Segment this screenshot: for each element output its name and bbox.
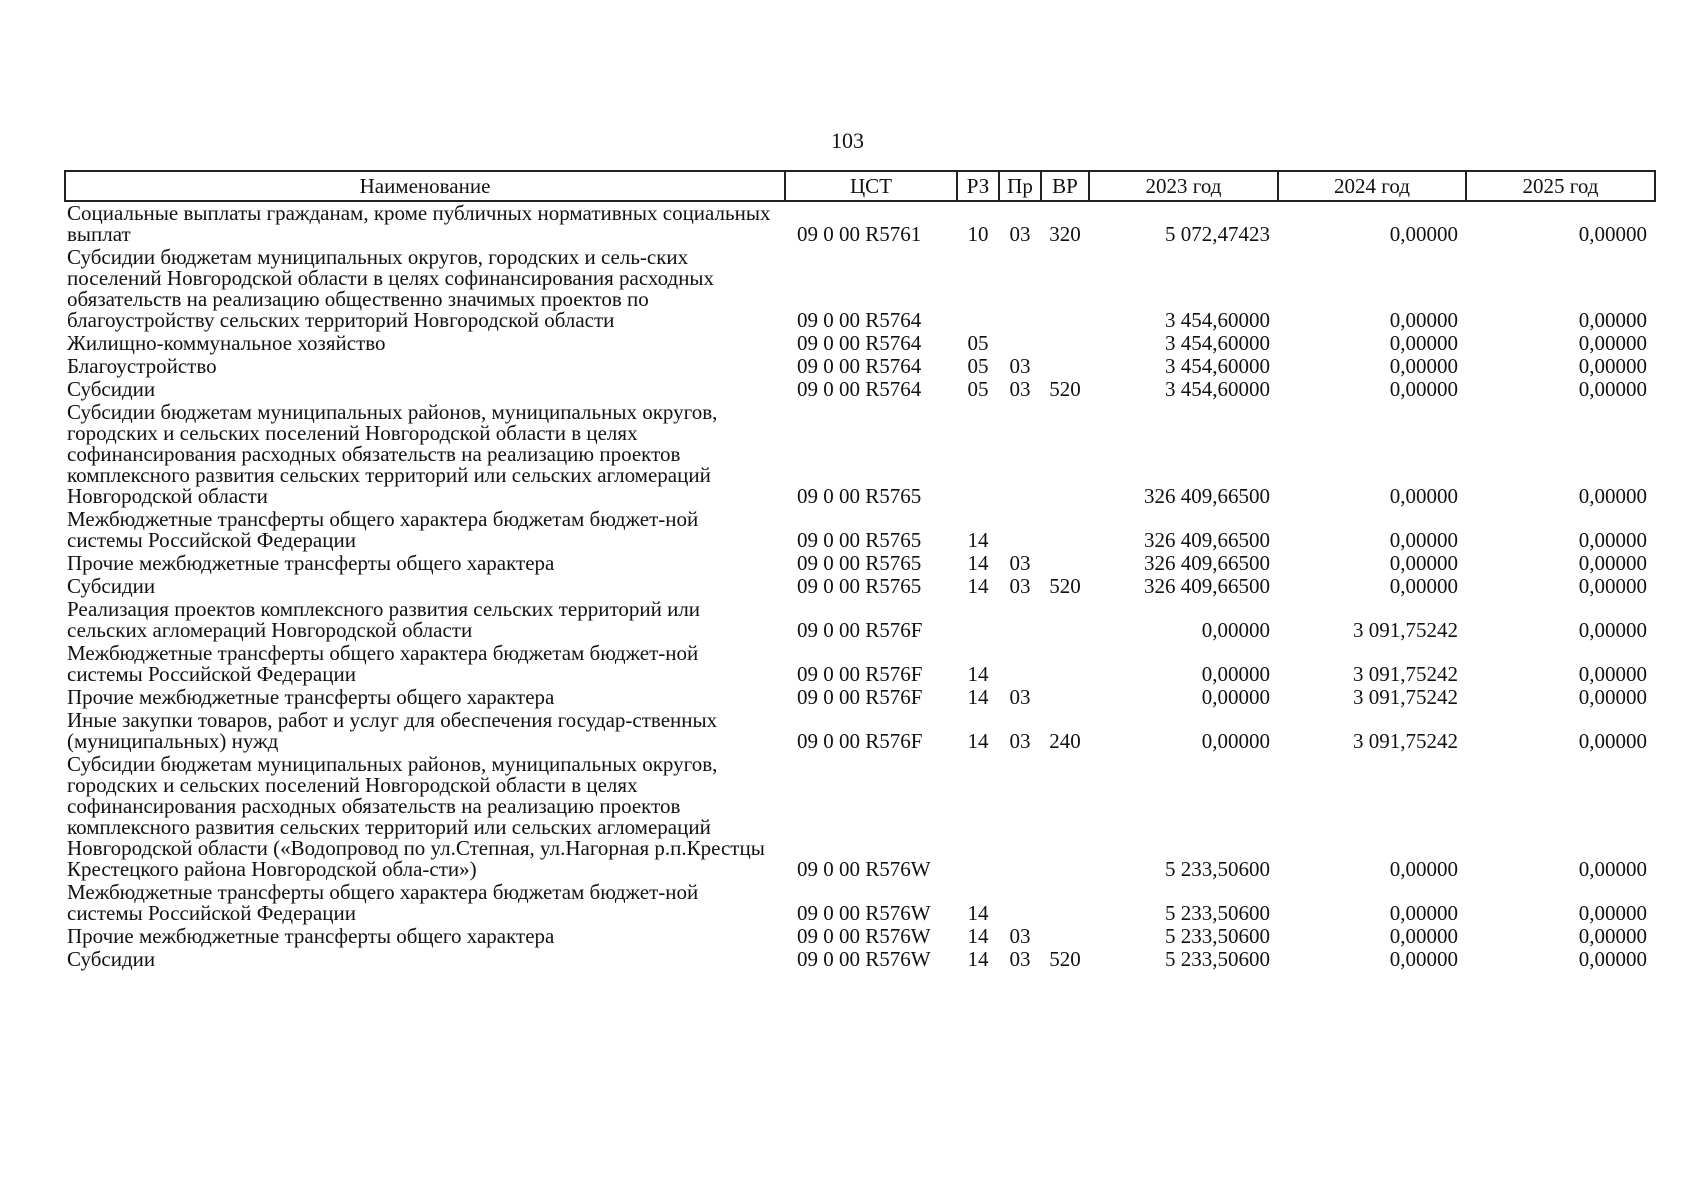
cell-pr bbox=[999, 508, 1041, 552]
cell-2025: 0,00000 bbox=[1578, 857, 1647, 881]
cell-cst: 09 0 00 R576W bbox=[797, 857, 931, 881]
cell-2024: 0,00000 bbox=[1389, 901, 1458, 925]
header-2023: 2023 год bbox=[1089, 171, 1278, 201]
cell-cst: 09 0 00 R5765 bbox=[797, 574, 922, 598]
cell-rz: 14 bbox=[967, 729, 989, 753]
header-2025: 2025 год bbox=[1466, 171, 1655, 201]
cell-pr bbox=[999, 332, 1041, 355]
cell-2025: 0,00000 bbox=[1578, 222, 1647, 246]
table-row bbox=[65, 378, 1655, 401]
cell-2023: 0,00000 bbox=[1201, 662, 1270, 686]
cell-2025: 0,00000 bbox=[1578, 729, 1647, 753]
cell-2023: 3 454,60000 bbox=[1165, 354, 1270, 378]
header-vr: ВР bbox=[1041, 171, 1089, 201]
cell-cst: 09 0 00 R576F bbox=[797, 662, 923, 686]
cell-vr bbox=[1041, 598, 1089, 642]
cell-2024: 3 091,75242 bbox=[1353, 618, 1458, 642]
cell-name: Межбюджетные трансферты общего характера бюджетам бюджет-ной системы Российской Федерации bbox=[67, 641, 699, 686]
cell-2023: 3 454,60000 bbox=[1165, 377, 1270, 401]
cell-pr bbox=[999, 401, 1041, 508]
cell-cst: 09 0 00 R576W bbox=[797, 924, 931, 948]
cell-vr: 520 bbox=[1049, 377, 1081, 401]
cell-2024: 0,00000 bbox=[1389, 222, 1458, 246]
cell-name: Субсидии бюджетам муниципальных районов, муниципальных округов, городских и сельских поселений Новгородской области в целях софинансирования расходных обязательств на реализацию проектов комплексного развития сельских территорий или сельских агломераций Новгородской области («Водопровод по ул.Степная, ул.Нагорная р.п.Крестцы Крестецкого района Новгородской обла-сти») bbox=[67, 752, 765, 881]
cell-rz: 14 bbox=[967, 901, 989, 925]
cell-2024: 3 091,75242 bbox=[1353, 729, 1458, 753]
header-name: Наименование bbox=[65, 171, 785, 201]
cell-rz bbox=[957, 401, 999, 508]
cell-2023: 0,00000 bbox=[1201, 618, 1270, 642]
table-row bbox=[65, 598, 1655, 642]
cell-rz: 14 bbox=[967, 551, 989, 575]
cell-vr: 320 bbox=[1049, 222, 1081, 246]
cell-pr: 03 bbox=[1009, 729, 1031, 753]
cell-vr bbox=[1041, 508, 1089, 552]
table-row bbox=[65, 401, 1655, 508]
cell-cst: 09 0 00 R5761 bbox=[797, 222, 922, 246]
cell-2025: 0,00000 bbox=[1578, 331, 1647, 355]
cell-name: Межбюджетные трансферты общего характера бюджетам бюджет-ной системы Российской Федерации bbox=[67, 880, 699, 925]
cell-2023: 5 233,50600 bbox=[1165, 857, 1270, 881]
table-row bbox=[65, 246, 1655, 332]
cell-vr: 520 bbox=[1049, 947, 1081, 971]
cell-pr: 03 bbox=[1009, 685, 1031, 709]
cell-cst: 09 0 00 R5764 bbox=[797, 377, 922, 401]
cell-pr: 03 bbox=[1009, 947, 1031, 971]
header-rz: РЗ bbox=[957, 171, 999, 201]
cell-2023: 326 409,66500 bbox=[1144, 574, 1270, 598]
header-2024: 2024 год bbox=[1278, 171, 1466, 201]
table-row bbox=[65, 642, 1655, 686]
cell-2025: 0,00000 bbox=[1578, 354, 1647, 378]
cell-vr: 240 bbox=[1049, 729, 1081, 753]
cell-rz: 14 bbox=[967, 662, 989, 686]
cell-vr bbox=[1041, 246, 1089, 332]
cell-name: Межбюджетные трансферты общего характера бюджетам бюджет-ной системы Российской Федерации bbox=[67, 507, 699, 552]
cell-pr: 03 bbox=[1009, 574, 1031, 598]
cell-name: Прочие межбюджетные трансферты общего характера bbox=[67, 924, 555, 948]
cell-rz: 05 bbox=[967, 331, 989, 355]
cell-cst: 09 0 00 R5765 bbox=[797, 484, 922, 508]
cell-name: Субсидии bbox=[67, 377, 156, 401]
cell-pr: 03 bbox=[1009, 377, 1031, 401]
table-row bbox=[65, 709, 1655, 753]
cell-pr: 03 bbox=[1009, 551, 1031, 575]
cell-name: Субсидии бюджетам муниципальных районов, муниципальных округов, городских и сельских поселений Новгородской области в целях софинансирования расходных обязательств на реализацию проектов комплексного развития сельских территорий или сельских агломераций Новгородской области bbox=[67, 400, 718, 508]
cell-2025: 0,00000 bbox=[1578, 901, 1647, 925]
cell-name: Прочие межбюджетные трансферты общего характера bbox=[67, 685, 555, 709]
cell-name: Социальные выплаты гражданам, кроме публичных нормативных социальных выплат bbox=[67, 201, 771, 246]
cell-cst: 09 0 00 R5764 bbox=[797, 354, 922, 378]
cell-name: Субсидии bbox=[67, 574, 156, 598]
table-row bbox=[65, 575, 1655, 598]
cell-2025: 0,00000 bbox=[1578, 484, 1647, 508]
cell-2024: 0,00000 bbox=[1389, 551, 1458, 575]
cell-2024: 0,00000 bbox=[1389, 857, 1458, 881]
cell-pr bbox=[999, 881, 1041, 925]
cell-vr bbox=[1041, 552, 1089, 575]
table-header bbox=[65, 171, 1655, 201]
cell-2024: 0,00000 bbox=[1389, 528, 1458, 552]
cell-rz: 10 bbox=[967, 222, 989, 246]
cell-rz: 14 bbox=[967, 574, 989, 598]
table-row bbox=[65, 201, 1655, 246]
cell-cst: 09 0 00 R576W bbox=[797, 947, 931, 971]
table-row bbox=[65, 508, 1655, 552]
cell-vr bbox=[1041, 332, 1089, 355]
cell-2024: 0,00000 bbox=[1389, 484, 1458, 508]
budget-table bbox=[64, 170, 1656, 971]
cell-rz: 05 bbox=[967, 377, 989, 401]
cell-vr bbox=[1041, 355, 1089, 378]
cell-2025: 0,00000 bbox=[1578, 662, 1647, 686]
cell-2025: 0,00000 bbox=[1578, 924, 1647, 948]
cell-vr bbox=[1041, 925, 1089, 948]
cell-2023: 3 454,60000 bbox=[1165, 308, 1270, 332]
cell-2024: 0,00000 bbox=[1389, 924, 1458, 948]
cell-2023: 326 409,66500 bbox=[1144, 484, 1270, 508]
cell-name: Реализация проектов комплексного развития сельских территорий или сельских агломераций Новгородской области bbox=[67, 597, 701, 642]
cell-pr: 03 bbox=[1009, 222, 1031, 246]
cell-2024: 0,00000 bbox=[1389, 331, 1458, 355]
cell-2025: 0,00000 bbox=[1578, 618, 1647, 642]
cell-vr bbox=[1041, 401, 1089, 508]
page-number: 103 bbox=[831, 128, 864, 153]
cell-rz: 14 bbox=[967, 924, 989, 948]
cell-cst: 09 0 00 R5765 bbox=[797, 551, 922, 575]
cell-2024: 3 091,75242 bbox=[1353, 685, 1458, 709]
cell-name: Иные закупки товаров, работ и услуг для обеспечения государ-ственных (муниципальных) нужд bbox=[67, 708, 718, 753]
cell-vr bbox=[1041, 881, 1089, 925]
cell-2025: 0,00000 bbox=[1578, 528, 1647, 552]
cell-2024: 0,00000 bbox=[1389, 354, 1458, 378]
cell-2024: 0,00000 bbox=[1389, 574, 1458, 598]
cell-pr bbox=[999, 753, 1041, 881]
cell-cst: 09 0 00 R576F bbox=[797, 685, 923, 709]
header-cst: ЦСТ bbox=[785, 171, 957, 201]
table-row bbox=[65, 925, 1655, 948]
cell-2023: 0,00000 bbox=[1201, 729, 1270, 753]
cell-cst: 09 0 00 R5764 bbox=[797, 331, 922, 355]
table-body bbox=[65, 201, 1655, 971]
cell-2024: 0,00000 bbox=[1389, 377, 1458, 401]
cell-2023: 5 233,50600 bbox=[1165, 947, 1270, 971]
cell-2023: 326 409,66500 bbox=[1144, 551, 1270, 575]
cell-cst: 09 0 00 R576W bbox=[797, 901, 931, 925]
cell-name: Субсидии bbox=[67, 947, 156, 971]
cell-vr bbox=[1041, 686, 1089, 709]
cell-cst: 09 0 00 R576F bbox=[797, 729, 923, 753]
cell-rz bbox=[957, 598, 999, 642]
cell-2024: 3 091,75242 bbox=[1353, 662, 1458, 686]
table-row bbox=[65, 948, 1655, 971]
cell-2025: 0,00000 bbox=[1578, 308, 1647, 332]
cell-2024: 0,00000 bbox=[1389, 947, 1458, 971]
cell-2023: 0,00000 bbox=[1201, 685, 1270, 709]
table-row bbox=[65, 753, 1655, 881]
cell-cst: 09 0 00 R5765 bbox=[797, 528, 922, 552]
cell-vr bbox=[1041, 642, 1089, 686]
cell-cst: 09 0 00 R5764 bbox=[797, 308, 922, 332]
cell-rz: 05 bbox=[967, 354, 989, 378]
cell-2023: 3 454,60000 bbox=[1165, 331, 1270, 355]
cell-cst: 09 0 00 R576F bbox=[797, 618, 923, 642]
cell-pr: 03 bbox=[1009, 924, 1031, 948]
cell-name: Прочие межбюджетные трансферты общего характера bbox=[67, 551, 555, 575]
table-row bbox=[65, 881, 1655, 925]
cell-2025: 0,00000 bbox=[1578, 551, 1647, 575]
cell-rz: 14 bbox=[967, 685, 989, 709]
table-row bbox=[65, 552, 1655, 575]
cell-2023: 326 409,66500 bbox=[1144, 528, 1270, 552]
cell-2023: 5 233,50600 bbox=[1165, 924, 1270, 948]
cell-vr: 520 bbox=[1049, 574, 1081, 598]
cell-2025: 0,00000 bbox=[1578, 947, 1647, 971]
table-row bbox=[65, 686, 1655, 709]
cell-name: Жилищно-коммунальное хозяйство bbox=[67, 331, 386, 355]
header-pr: Пр bbox=[999, 171, 1041, 201]
cell-2023: 5 233,50600 bbox=[1165, 901, 1270, 925]
cell-vr bbox=[1041, 753, 1089, 881]
table-row bbox=[65, 355, 1655, 378]
cell-pr bbox=[999, 642, 1041, 686]
cell-rz: 14 bbox=[967, 528, 989, 552]
cell-2025: 0,00000 bbox=[1578, 574, 1647, 598]
cell-rz bbox=[957, 753, 999, 881]
cell-pr bbox=[999, 246, 1041, 332]
cell-2024: 0,00000 bbox=[1389, 308, 1458, 332]
header-row bbox=[65, 171, 1655, 201]
cell-pr: 03 bbox=[1009, 354, 1031, 378]
cell-pr bbox=[999, 598, 1041, 642]
cell-2023: 5 072,47423 bbox=[1165, 222, 1270, 246]
table-row bbox=[65, 332, 1655, 355]
cell-name: Благоустройство bbox=[67, 354, 217, 378]
cell-name: Субсидии бюджетам муниципальных округов, городских и сель-ских поселений Новгородской области в целях софинансирования расходных обязательств на реализацию общественно значимых проектов по благоустройству сельских территорий Новгородской области bbox=[67, 245, 715, 332]
cell-rz bbox=[957, 246, 999, 332]
cell-2025: 0,00000 bbox=[1578, 685, 1647, 709]
cell-2025: 0,00000 bbox=[1578, 377, 1647, 401]
cell-rz: 14 bbox=[967, 947, 989, 971]
